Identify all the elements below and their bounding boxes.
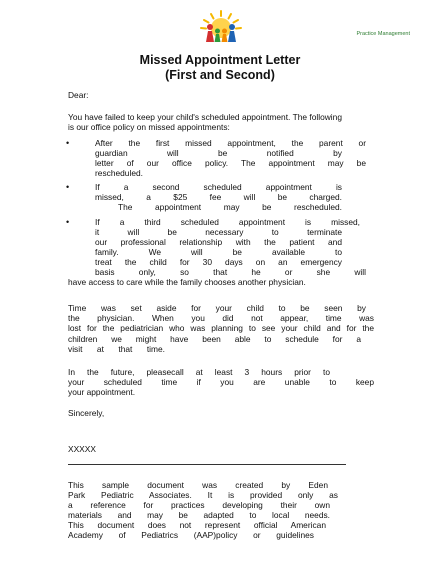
bullet-3-line-1: If a third scheduled appointment is missed, (95, 217, 360, 227)
bullet-3-line-7: have access to care while the family chooses another physician. (68, 277, 306, 287)
bullet-1-line-4: rescheduled. (95, 168, 143, 178)
bullet-3-line-6: basis only, so that he or she will (95, 267, 366, 277)
time-para-line-3: lost for the pediatrician who was planning to see your child and for the (68, 323, 374, 333)
bullet-3-line-2: it will be necessary to terminate (95, 227, 342, 237)
bullet-1-line-2: guardian will be notified by (95, 148, 342, 158)
time-para-line-5: visit at that time. (68, 344, 165, 354)
time-para-line-4: children we might have been able to schedule for a (68, 334, 361, 344)
footer-note-line-2: Park Pediatric Associates. It is provided only as (68, 490, 338, 500)
closing: Sincerely, (68, 408, 105, 418)
bullet-icon: • (66, 182, 70, 192)
salutation: Dear: (68, 90, 89, 100)
footer-note-line-6: Academy of Pediatrics (AAP)policy or guidelines (68, 530, 314, 540)
footer-note-line-3: a reference for practices developing their own (68, 500, 330, 510)
time-para-line-1: Time was set aside for your child to be seen by (68, 303, 366, 313)
bullet-1-line-1: After the first missed appointment, the parent or (95, 138, 366, 148)
bullet-3-line-3: our professional relationship with the patient and (95, 237, 342, 247)
bullet-icon: • (66, 138, 70, 148)
bullet-1-line-3: letter of our office policy. The appointment may be (95, 158, 366, 168)
future-para-line-2: your scheduled time if you are unable to keep (68, 377, 374, 387)
page-title: Missed Appointment Letter (139, 53, 301, 67)
footer-note-line-4: materials and may be adapted to local needs. (68, 510, 330, 520)
bullet-3-line-4: family. We will be available to (95, 247, 342, 257)
time-para-line-2: the physician. When you did not appear, time was (68, 313, 374, 323)
footer-note-line-5: This document does not represent official American (68, 520, 326, 530)
bullet-3-line-5: treat the child for 30 days on an emergency (95, 257, 342, 267)
bullet-icon: • (66, 217, 70, 227)
footer-note-line-1: This sample document was created by Eden (68, 480, 328, 490)
future-para-line-1: In the future, pleasecall at least 3 hours prior to (68, 367, 330, 377)
future-para-line-3: your appointment. (68, 387, 136, 397)
bullet-2-line-3: The appointment may be rescheduled. (118, 202, 342, 212)
signature: XXXXX (68, 444, 96, 454)
page-subtitle: (First and Second) (165, 68, 275, 82)
divider (68, 464, 346, 465)
family-sun-logo-icon (199, 10, 243, 44)
practice-management-badge: Practice Management (356, 31, 410, 37)
intro-line-1: You have failed to keep your child's scheduled appointment. The following (68, 112, 342, 122)
intro-line-2: is our office policy on missed appointments: (68, 122, 230, 132)
bullet-2-line-1: If a second scheduled appointment is (95, 182, 342, 192)
bullet-2-line-2: missed, a $25 fee will be charged. (95, 192, 342, 202)
